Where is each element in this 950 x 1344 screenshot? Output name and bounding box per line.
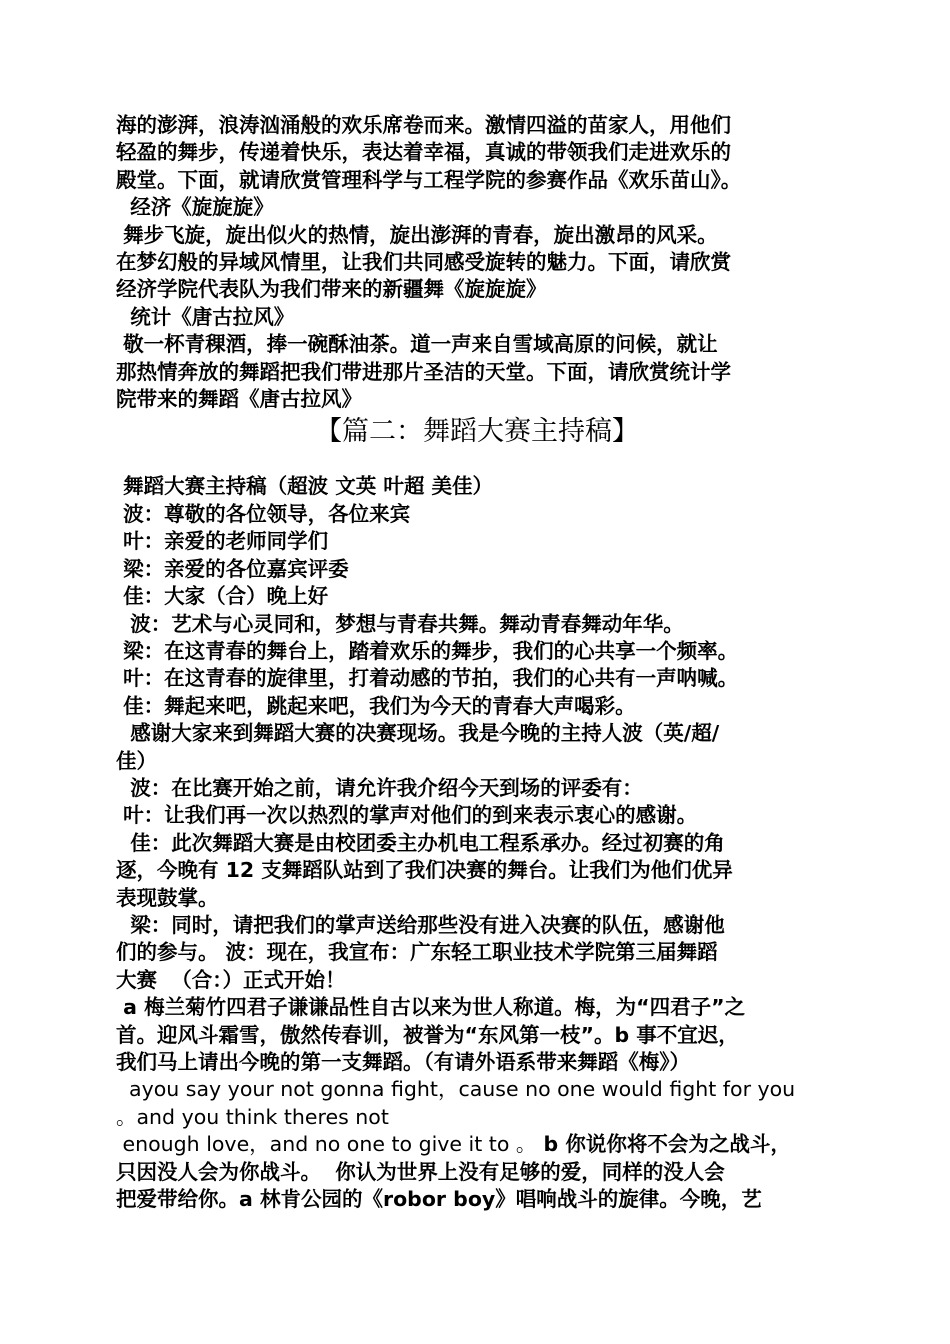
- text-line: 殿堂。下面，就请欣赏管理科学与工程学院的参赛作品《欢乐苗山》。: [116, 167, 742, 192]
- text-line: 波：尊敬的各位领导，各位来宾: [116, 501, 411, 526]
- text-line: 把爱带给你。a 林肯公园的《robor boy》唱响战斗的旋律。今晚，艺: [116, 1187, 762, 1212]
- text-line: 大赛 （合：）正式开始！: [116, 967, 346, 992]
- text-line: 叶：在这青春的旋律里，打着动感的节拍，我们的心共有一声呐喊。: [116, 666, 739, 691]
- text-line: 梁：亲爱的各位嘉宾评委: [116, 556, 349, 581]
- text-line: 佳）: [116, 748, 157, 773]
- text-line: 只因没人会为你战斗。 你认为世界上没有足够的爱，同样的没人会: [116, 1159, 725, 1184]
- english-line: 。and you think theres not: [116, 1104, 389, 1129]
- text-line: 佳：大家（合）晚上好: [116, 584, 329, 609]
- text-line: 表现鼓掌。: [116, 885, 219, 910]
- english-section: [116, 1076, 838, 1213]
- text-line: 轻盈的舞步，传递着快乐，表达着幸福，真诚的带领我们走进欢乐的: [116, 140, 731, 165]
- text-line: 们的参与。 波：现在，我宣布：广东轻工职业技术学院第三届舞蹈: [116, 940, 718, 965]
- body-section: [116, 473, 838, 1076]
- text-line: 敬一杯青稞酒，捧一碗酥油茶。道一声来自雪域高原的问候，就让: [116, 332, 718, 357]
- text-line: 感谢大家来到舞蹈大赛的决赛现场。我是今晚的主持人波（英/超/: [116, 721, 720, 746]
- section-heading: 【篇二：舞蹈大赛主持稿】: [315, 416, 639, 448]
- text-line: 梁：同时，请把我们的掌声送给那些没有进入决赛的队伍，感谢他: [116, 912, 725, 937]
- text-line: 梁：在这青春的舞台上，踏着欢乐的舞步，我们的心共享一个频率。: [116, 638, 739, 663]
- english-line: ayou say your not gonna fight，cause no one would fight for you: [116, 1077, 796, 1102]
- text-line: 首。迎风斗霜雪，傲然传春训，被誉为“东风第一枝”。b 事不宜迟，: [116, 1022, 739, 1047]
- english-fragment: enough love，and no one to give it to 。: [116, 1132, 537, 1157]
- text-line: 波：在比赛开始之前，请允许我介绍今天到场的评委有：: [116, 775, 643, 800]
- text-line: 那热情奔放的舞蹈把我们带进那片圣洁的天堂。下面，请欣赏统计学: [116, 359, 731, 384]
- text-line: 佳：此次舞蹈大赛是由校团委主办机电工程系承办。经过初赛的角: [116, 830, 725, 855]
- text-line: 院带来的舞蹈《唐古拉风》: [116, 387, 362, 412]
- text-line: 我们马上请出今晚的第一支舞蹈。（有请外语系带来舞蹈《梅》）: [116, 1050, 690, 1074]
- top-section: [116, 112, 838, 413]
- text-line: 逐，今晚有 12 支舞蹈队站到了我们决赛的舞台。让我们为他们优异: [116, 858, 733, 883]
- text-line: 海的澎湃，浪涛汹涌般的欢乐席卷而来。激情四溢的苗家人，用他们: [116, 113, 731, 137]
- text-line: 统计《唐古拉风》: [116, 304, 295, 329]
- text-line: 经济《旋旋旋》: [116, 195, 274, 220]
- text-line: 佳：舞起来吧，跳起来吧，我们为今天的青春大声喝彩。: [116, 693, 636, 718]
- text-line: 经济学院代表队为我们带来的新疆舞《旋旋旋》: [116, 277, 547, 302]
- text-line: a 梅兰菊竹四君子谦谦品性自古以来为世人称道。梅，为“四君子”之: [116, 995, 746, 1020]
- text-line: 叶：让我们再一次以热烈的掌声对他们的到来表示衷心的感谢。: [116, 803, 698, 828]
- text-line: 波：艺术与心灵同和，梦想与青春共舞。舞动青春舞动年华。: [116, 611, 684, 636]
- chinese-fragment: b 你说你将不会为之战斗，: [536, 1132, 791, 1157]
- text-line: 在梦幻般的异域风情里，让我们共同感受旋转的魅力。下面，请欣赏: [116, 250, 731, 275]
- document-page: [116, 112, 838, 1213]
- text-line: 舞步飞旋，旋出似火的热情，旋出澎湃的青春，旋出激昂的风采。: [116, 222, 718, 247]
- text-line: 舞蹈大赛主持稿（超波 文英 叶超 美佳）: [116, 474, 494, 499]
- text-line: 叶：亲爱的老师同学们: [116, 529, 329, 554]
- mixed-line: [116, 1131, 838, 1158]
